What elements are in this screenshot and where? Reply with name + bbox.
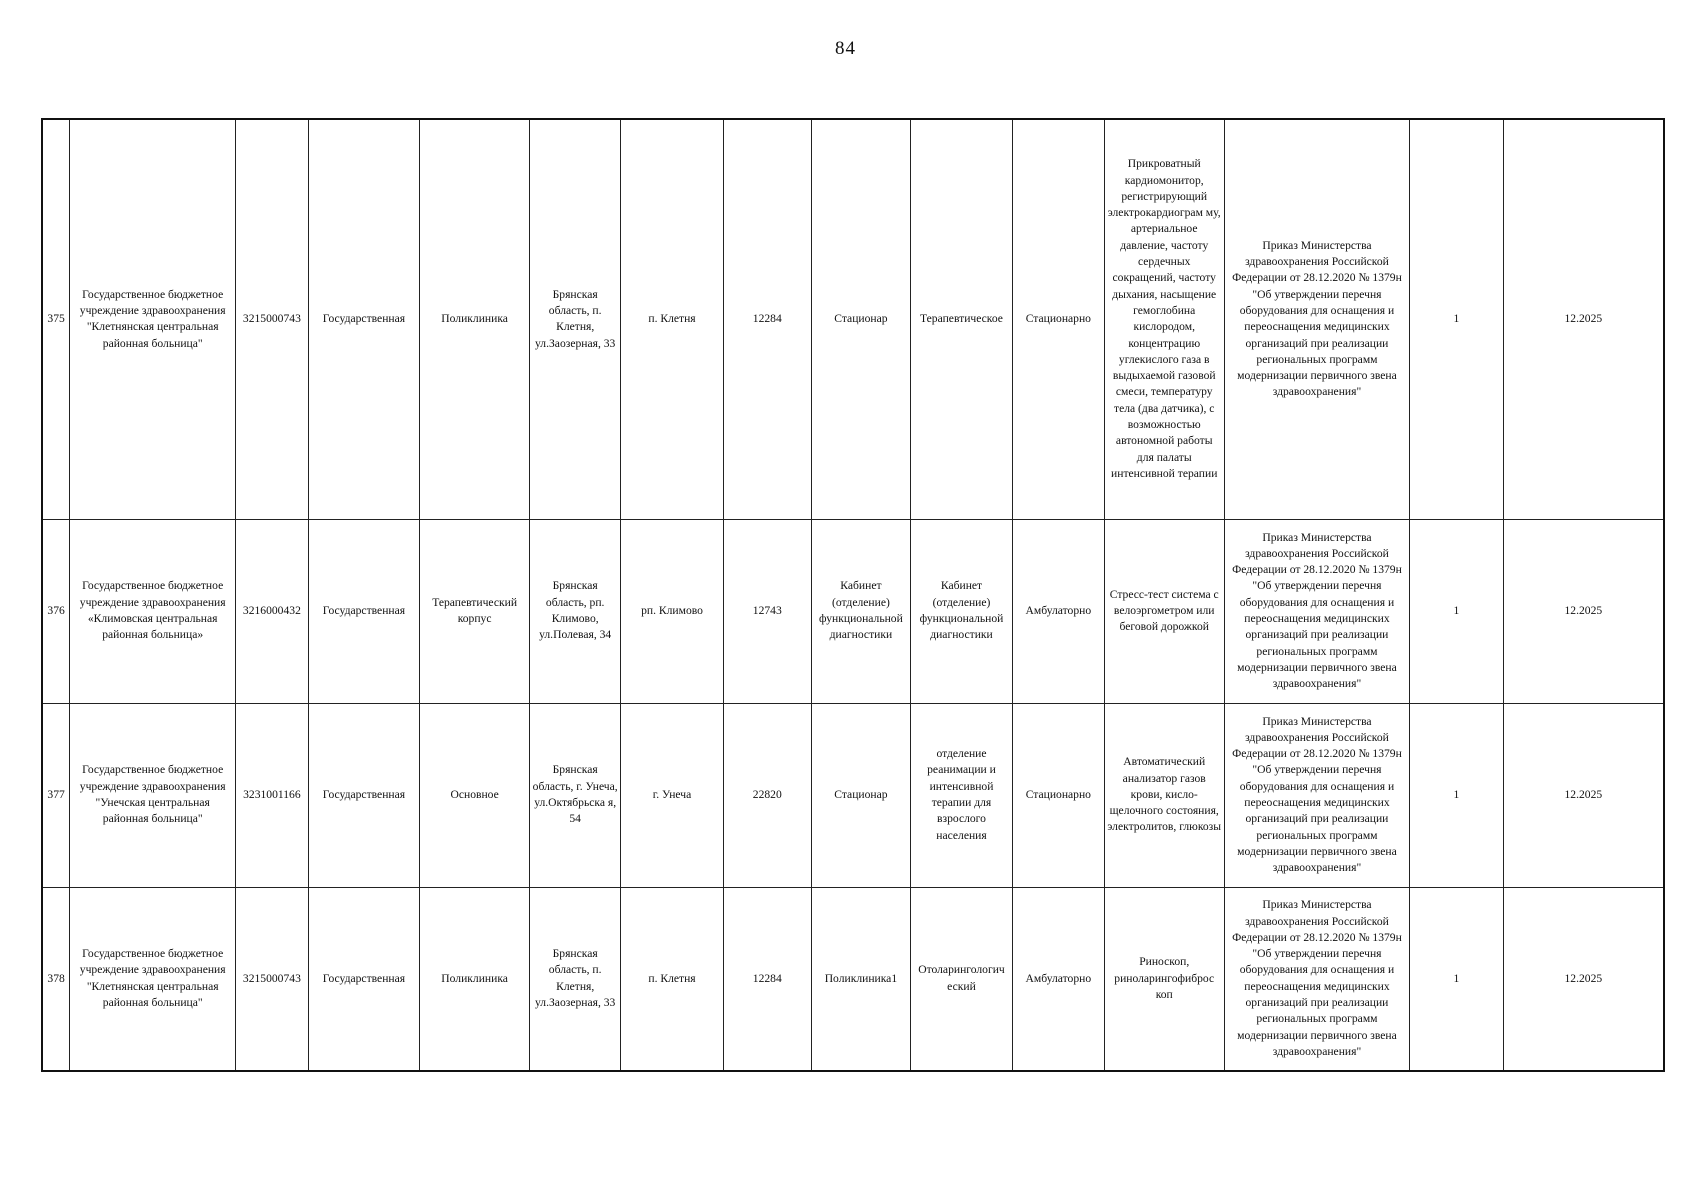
department-cell: Кабинет (отделение) функциональной диагностики: [910, 519, 1012, 703]
quantity-cell: 1: [1410, 887, 1504, 1071]
ownership-cell: Государственная: [308, 703, 420, 887]
address-cell: Брянская область, рп. Климово, ул.Полевая, 34: [529, 519, 621, 703]
equipment-registry-table: [41, 118, 1665, 1072]
deadline-cell: 12.2025: [1503, 703, 1664, 887]
quantity-cell: 1: [1410, 703, 1504, 887]
equipment-cell: Риноскоп, риноларингофиброс коп: [1104, 887, 1224, 1071]
inn-cell: 3216000432: [236, 519, 308, 703]
quantity-cell: 1: [1410, 119, 1504, 519]
table-row: [42, 119, 1664, 519]
equipment-cell: Стресс-тест система с велоэргометром или беговой дорожкой: [1104, 519, 1224, 703]
institution-cell: Государственное бюджетное учреждение здравоохранения «Климовская центральная районная больница»: [70, 519, 236, 703]
ownership-cell: Государственная: [308, 887, 420, 1071]
quantity-cell: 1: [1410, 519, 1504, 703]
code-cell: 12284: [723, 119, 811, 519]
department-cell: Отоларингологич еский: [910, 887, 1012, 1071]
legal-basis-cell: Приказ Министерства здравоохранения Российской Федерации от 28.12.2020 № 1379н "Об утверждении перечня оборудования для оснащения и переоснащения медицинских организаций при реализации региональных программ модернизации первичного звена здравоохранения": [1224, 119, 1409, 519]
address-cell: Брянская область, п. Клетня, ул.Заозерная, 33: [529, 887, 621, 1071]
inn-cell: 3231001166: [236, 703, 308, 887]
code-cell: 22820: [723, 703, 811, 887]
row-number: 376: [42, 519, 70, 703]
building-cell: Поликлиника: [420, 119, 530, 519]
building-cell: Поликлиника: [420, 887, 530, 1071]
table-row: [42, 703, 1664, 887]
inn-cell: 3215000743: [236, 119, 308, 519]
locality-cell: п. Клетня: [621, 887, 723, 1071]
building-cell: Терапевтический корпус: [420, 519, 530, 703]
department-cell: отделение реанимации и интенсивной терапии для взрослого населения: [910, 703, 1012, 887]
locality-cell: г. Унеча: [621, 703, 723, 887]
equipment-cell: Прикроватный кардиомонитор, регистрирующий электрокардиограм му, артериальное давление, частоту сердечных сокращений, частоту дыхания, насыщение гемоглобина кислородом, концентрацию углекислого газа в выдыхаемой газовой смеси, температуру тела (два датчика), с возможностью автономной работы для палаты интенсивной терапии: [1104, 119, 1224, 519]
building-cell: Основное: [420, 703, 530, 887]
unit-cell: Поликлиника1: [811, 887, 910, 1071]
address-cell: Брянская область, г. Унеча, ул.Октябрьска я, 54: [529, 703, 621, 887]
care-form-cell: Амбулаторно: [1013, 887, 1105, 1071]
locality-cell: п. Клетня: [621, 119, 723, 519]
deadline-cell: 12.2025: [1503, 119, 1664, 519]
deadline-cell: 12.2025: [1503, 519, 1664, 703]
unit-cell: Стационар: [811, 703, 910, 887]
care-form-cell: Стационарно: [1013, 703, 1105, 887]
ownership-cell: Государственная: [308, 119, 420, 519]
institution-cell: Государственное бюджетное учреждение здравоохранения "Клетнянская центральная районная больница": [70, 887, 236, 1071]
legal-basis-cell: Приказ Министерства здравоохранения Российской Федерации от 28.12.2020 № 1379н "Об утверждении перечня оборудования для оснащения и переоснащения медицинских организаций при реализации региональных программ модернизации первичного звена здравоохранения": [1224, 887, 1409, 1071]
care-form-cell: Стационарно: [1013, 119, 1105, 519]
unit-cell: Кабинет (отделение) функциональной диагностики: [811, 519, 910, 703]
deadline-cell: 12.2025: [1503, 887, 1664, 1071]
table-row: [42, 887, 1664, 1071]
legal-basis-cell: Приказ Министерства здравоохранения Российской Федерации от 28.12.2020 № 1379н "Об утверждении перечня оборудования для оснащения и переоснащения медицинских организаций при реализации региональных программ модернизации первичного звена здравоохранения": [1224, 519, 1409, 703]
care-form-cell: Амбулаторно: [1013, 519, 1105, 703]
code-cell: 12743: [723, 519, 811, 703]
inn-cell: 3215000743: [236, 887, 308, 1071]
table-row: [42, 519, 1664, 703]
address-cell: Брянская область, п. Клетня, ул.Заозерная, 33: [529, 119, 621, 519]
page-number: 84: [835, 38, 856, 59]
legal-basis-cell: Приказ Министерства здравоохранения Российской Федерации от 28.12.2020 № 1379н "Об утверждении перечня оборудования для оснащения и переоснащения медицинских организаций при реализации региональных программ модернизации первичного звена здравоохранения": [1224, 703, 1409, 887]
row-number: 377: [42, 703, 70, 887]
locality-cell: рп. Климово: [621, 519, 723, 703]
unit-cell: Стационар: [811, 119, 910, 519]
institution-cell: Государственное бюджетное учреждение здравоохранения "Унечская центральная районная больница": [70, 703, 236, 887]
department-cell: Терапевтическое: [910, 119, 1012, 519]
institution-cell: Государственное бюджетное учреждение здравоохранения "Клетнянская центральная районная больница": [70, 119, 236, 519]
code-cell: 12284: [723, 887, 811, 1071]
row-number: 378: [42, 887, 70, 1071]
equipment-cell: Автоматический анализатор газов крови, кисло-щелочного состояния, электролитов, глюкозы: [1104, 703, 1224, 887]
ownership-cell: Государственная: [308, 519, 420, 703]
row-number: 375: [42, 119, 70, 519]
